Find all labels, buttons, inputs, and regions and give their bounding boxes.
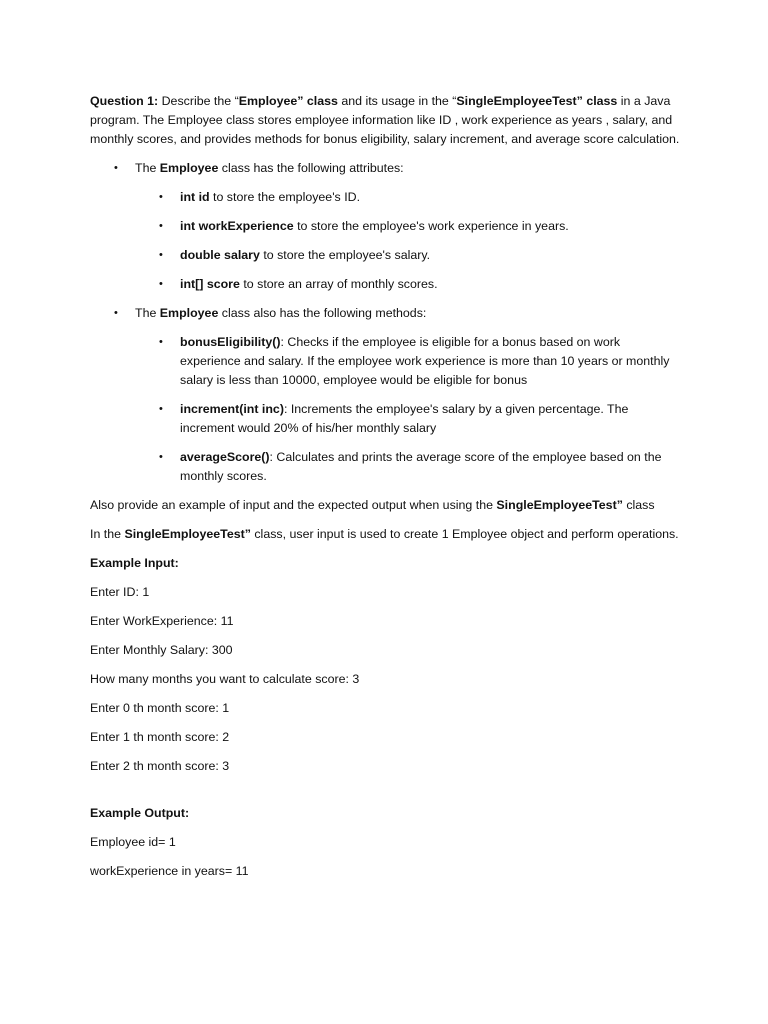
- attribute-name: int workExperience: [180, 219, 294, 233]
- bullet-icon: •: [159, 278, 163, 290]
- question-text-3: in a Java program. The Employee class stores employee information like ID , work experience as years , salary, and monthly scores, and provides methods for bonus eligibility, salary increment, and average score calculation.: [90, 94, 680, 146]
- method-name: bonusEligibility(): [180, 335, 281, 349]
- attribute-desc: to store an array of monthly scores.: [239, 277, 438, 291]
- attributes-class-name: Employee: [159, 161, 219, 175]
- attribute-item: [135, 217, 680, 236]
- question-paragraph: [90, 92, 680, 149]
- usage-paragraph: [90, 525, 680, 544]
- input-line: Enter 0 th month score: 1: [90, 701, 230, 715]
- input-line: Enter 1 th month score: 2: [90, 730, 230, 744]
- method-item: [135, 400, 680, 438]
- usage-class-name: SingleEmployeeTest”: [124, 527, 251, 541]
- input-line: How many months you want to calculate score: 3: [90, 672, 360, 686]
- bullet-icon: •: [114, 307, 118, 319]
- test-class-name: SingleEmployeeTest” class: [456, 94, 618, 108]
- example-input-heading: [90, 554, 680, 573]
- also-pre: Also provide an example of input and the expected output when using the: [90, 498, 497, 512]
- bullet-icon: •: [159, 403, 163, 415]
- attribute-name: int id: [180, 190, 210, 204]
- attribute-item: [135, 275, 680, 294]
- document-page: [90, 92, 680, 891]
- input-line: Enter 2 th month score: 3: [90, 759, 230, 773]
- example-output-heading: [90, 804, 680, 823]
- methods-post: class also has the following methods:: [218, 306, 427, 320]
- output-line: workExperience in years= 11: [90, 864, 249, 878]
- attribute-name: double salary: [180, 248, 260, 262]
- example-output-title: Example Output:: [90, 806, 190, 820]
- attribute-item: [135, 188, 680, 207]
- output-line: Employee id= 1: [90, 835, 176, 849]
- question-label: Question 1:: [90, 94, 159, 108]
- attributes-post: class has the following attributes:: [218, 161, 404, 175]
- attribute-item: [135, 246, 680, 265]
- also-post: class: [622, 498, 655, 512]
- method-item: [135, 333, 680, 390]
- attribute-desc: to store the employee's ID.: [209, 190, 361, 204]
- question-text-1: Describe the “: [158, 94, 239, 108]
- method-desc: : Increments the employee's salary by a given percentage. The increment would 20% of his/her monthly salary: [180, 402, 629, 435]
- bullet-icon: •: [159, 191, 163, 203]
- question-text-2: and its usage in the “: [337, 94, 457, 108]
- attribute-name: int[] score: [180, 277, 240, 291]
- method-name: averageScore(): [180, 450, 270, 464]
- employee-class-name: Employee” class: [238, 94, 338, 108]
- input-line: Enter Monthly Salary: 300: [90, 643, 233, 657]
- method-name: increment(int inc): [180, 402, 284, 416]
- methods-item: [90, 304, 680, 486]
- method-item: [135, 448, 680, 486]
- also-class-name: SingleEmployeeTest”: [496, 498, 623, 512]
- example-input-title: Example Input:: [90, 556, 179, 570]
- also-paragraph: [90, 496, 680, 515]
- methods-list: [135, 333, 680, 486]
- bullet-icon: •: [114, 162, 118, 174]
- attributes-pre: The: [135, 161, 160, 175]
- methods-pre: The: [135, 306, 160, 320]
- input-line: Enter ID: 1: [90, 585, 150, 599]
- class-description-list: [90, 159, 680, 486]
- method-desc: : Checks if the employee is eligible for a bonus based on work experience and salary. If the employee work experience is more than 10 years or monthly salary is less than 10000, employee would be eligible for bonus: [180, 335, 670, 387]
- attribute-desc: to store the employee's work experience in years.: [293, 219, 569, 233]
- bullet-icon: •: [159, 451, 163, 463]
- attributes-list: [135, 188, 680, 294]
- bullet-icon: •: [159, 249, 163, 261]
- method-desc: : Calculates and prints the average score of the employee based on the monthly scores.: [180, 450, 662, 483]
- bullet-icon: •: [159, 220, 163, 232]
- usage-post: class, user input is used to create 1 Employee object and perform operations.: [250, 527, 679, 541]
- bullet-icon: •: [159, 336, 163, 348]
- methods-class-name: Employee: [159, 306, 219, 320]
- usage-pre: In the: [90, 527, 125, 541]
- attributes-item: [90, 159, 680, 294]
- attribute-desc: to store the employee's salary.: [259, 248, 431, 262]
- input-line: Enter WorkExperience: 11: [90, 614, 234, 628]
